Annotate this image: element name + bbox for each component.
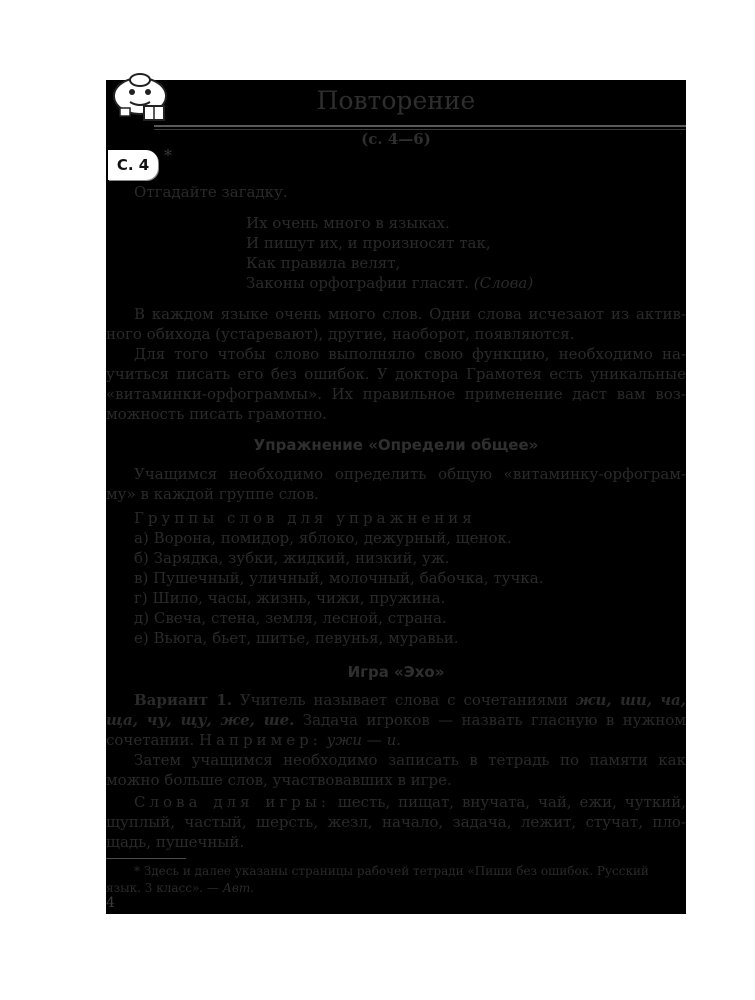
letter-combos: жи, ши, ча, — [575, 691, 686, 709]
variant-line — [106, 710, 686, 730]
words-line: щадь, пушечный. — [106, 833, 245, 851]
words-label: Слова для игры: — [134, 793, 330, 811]
paragraph-line: можность писать грамотно. — [106, 405, 327, 423]
letter-combos: ща, чу, щу, же, ше. — [106, 711, 295, 729]
footnote-line — [106, 880, 686, 897]
paragraph-line: «витаминки-орфограммы». Их правильное применение даст вам воз- — [106, 385, 686, 403]
word-group: а) Ворона, помидор, яблоко, дежурный, щенок. — [134, 529, 512, 547]
word-group: в) Пушечный, уличный, молочный, бабочка, тучка. — [134, 569, 544, 587]
variant-line — [106, 730, 686, 750]
word-group: б) Зарядка, зубки, жидкий, низкий, уж. — [134, 549, 450, 567]
example-value: ужи — и. — [326, 731, 402, 749]
words-list: шесть, пищат, внучата, чай, ежи, чуткий, — [337, 793, 686, 811]
footnote-author: Авт. — [222, 881, 255, 895]
page-badge: С. 4 — [108, 150, 158, 180]
pages-reference: (с. 4—6) — [361, 130, 431, 148]
poem-text: Законы орфографии гласят. — [246, 274, 469, 292]
paragraph-line: учиться писать его без ошибок. У доктора Грамотея есть уникальные — [106, 365, 686, 383]
poem-line: Их очень много в языках. — [246, 214, 450, 232]
paragraph-line: Для того чтобы слово выполняло свою функцию, необходимо на- — [134, 345, 686, 363]
footnote-text: язык. 3 класс». — — [106, 881, 219, 895]
word-group: д) Свеча, стена, земля, лесной, страна. — [134, 609, 447, 627]
paragraph-line: му» в каждой группе слов. — [106, 485, 319, 503]
example-label: Например: — [199, 731, 322, 749]
section-header — [106, 80, 686, 124]
poem-line: И пишут их, и произносят так, — [246, 234, 491, 252]
header-rule — [154, 125, 686, 127]
paragraph-line: Учащимся необходимо определить общую «витаминку-орфограм- — [134, 465, 686, 483]
page-number: 4 — [106, 895, 115, 911]
riddle-intro: Отгадайте загадку. — [134, 183, 288, 201]
variant-line — [106, 690, 686, 710]
words-line — [106, 792, 686, 812]
paragraph-line: можно больше слов, участвовавших в игре. — [106, 771, 452, 789]
exercise-heading: Упражнение «Определи общее» — [253, 436, 539, 454]
paragraph-line: Затем учащимся необходимо записать в тетрадь по памяти как — [134, 751, 686, 769]
word-group: е) Вьюга, бьет, шитье, певунья, муравьи. — [134, 629, 459, 647]
poem-line — [246, 273, 755, 293]
game-heading: Игра «Эхо» — [347, 663, 445, 681]
footnote-rule — [106, 858, 186, 859]
groups-label: Группы слов для упражнения — [134, 509, 476, 527]
riddle-answer: (Слова) — [473, 274, 534, 292]
paragraph-line: ного обихода (устаревают), другие, наоборот, появляются. — [106, 325, 575, 343]
paragraph-line: В каждом языке очень много слов. Одни слова исчезают из актив- — [134, 305, 686, 323]
words-line: щуплый, частый, шерсть, жезл, начало, задача, лежит, стучат, пло- — [106, 813, 686, 831]
section-title: Повторение — [316, 86, 476, 115]
word-group: г) Шило, часы, жизнь, чижи, пружина. — [134, 589, 446, 607]
variant-text: Учитель называет слова с сочетаниями — [239, 691, 569, 709]
book-page — [106, 80, 686, 914]
poem-line: Как правила велят, — [246, 254, 401, 272]
footnote-line: * Здесь и далее указаны страницы рабочей тетради «Пиши без ошибок. Русский — [134, 864, 649, 878]
task-text: Задача игроков — назвать гласную в нужном — [302, 711, 686, 729]
task-end: сочетании. — [106, 731, 195, 749]
variant-label: Вариант 1. — [134, 691, 233, 709]
footnote-star: * — [164, 146, 172, 165]
